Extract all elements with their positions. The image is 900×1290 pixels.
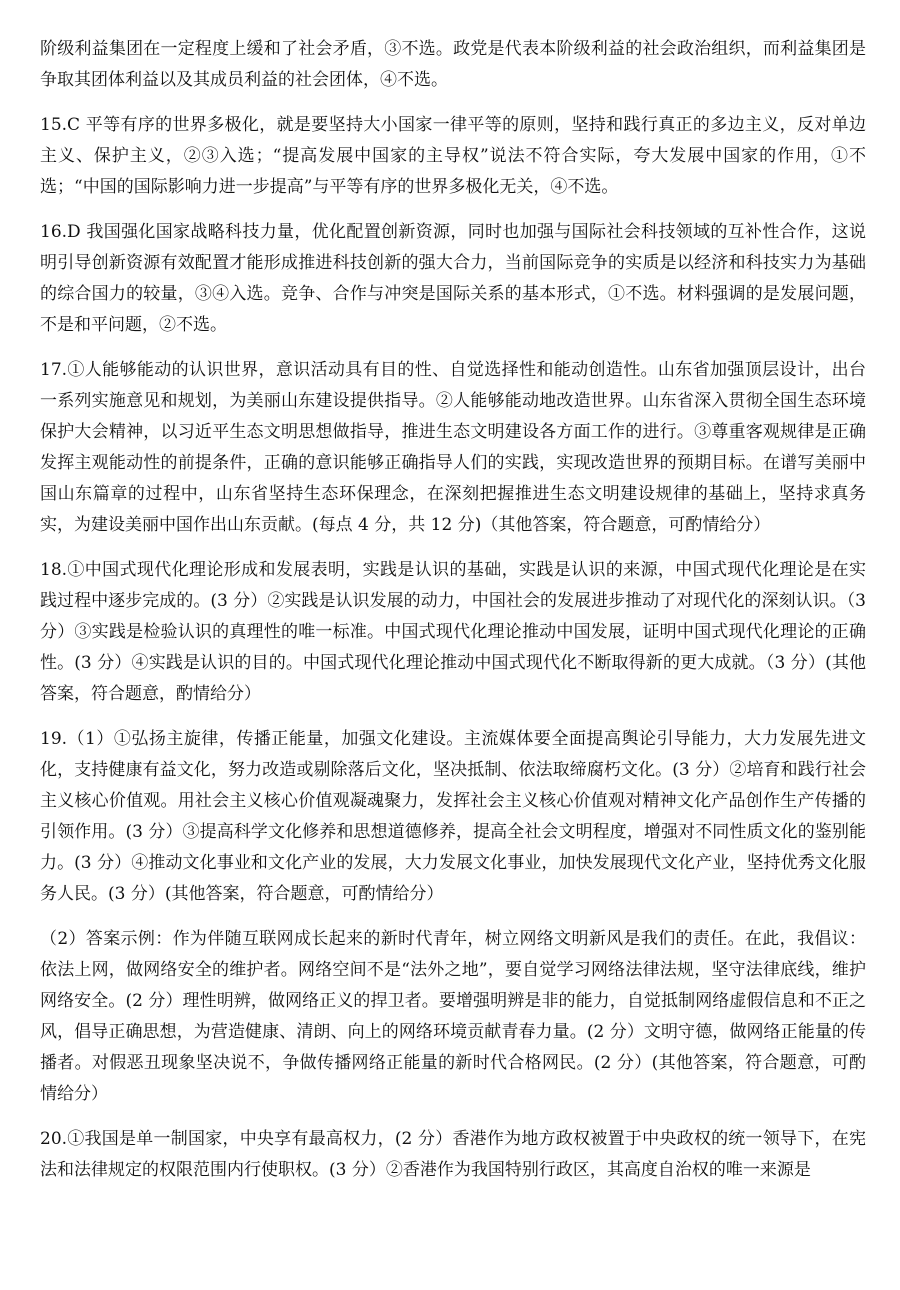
answer-paragraph-16: 16.D 我国强化国家战略科技力量，优化配置创新资源，同时也加强与国际社会科技领域的互补性合作，这说明引导创新资源有效配置才能形成推进科技创新的强大合力，当前国际竞争的实质是以经济和科技实力为基础的综合国力的较量，③④入选。竞争、合作与冲突是国际关系的基本形式，①不选。材料强调的是发展问题，不是和平问题，②不选。	[40, 222, 866, 335]
answer-paragraph-17: 17.①人能够能动的认识世界，意识活动具有目的性、自觉选择性和能动创造性。山东省加强顶层设计，出台一系列实施意见和规划，为美丽山东建设提供指导。②人能够能动地改造世界。山东省深入贯彻全国生态环境保护大会精神，以习近平生态文明思想做指导，推进生态文明建设各方面工作的进行。③尊重客观规律是正确发挥主观能动性的前提条件，正确的意识能够正确指导人们的实践，实现改造世界的预期目标。在谱写美丽中国山东篇章的过程中，山东省坚持生态环保理念，在深刻把握推进生态文明建设规律的基础上，坚持求真务实，为建设美丽中国作出山东贡献。(每点 4 分，共 12 分)（其他答案，符合题意，可酌情给分）	[40, 360, 866, 535]
answer-paragraph-18: 18.①中国式现代化理论形成和发展表明，实践是认识的基础，实践是认识的来源，中国式现代化理论是在实践过程中逐步完成的。(3 分）②实践是认识发展的动力，中国社会的发展进步推动了对现代化的深刻认识。（3 分）③实践是检验认识的真理性的唯一标准。中国式现代化理论推动中国发展，证明中国式现代化理论的正确性。(3 分）④实践是认识的目的。中国式现代化理论推动中国式现代化不断取得新的更大成就。（3 分）(其他答案，符合题意，酌情给分）	[40, 560, 866, 704]
answer-paragraph-20: 20.①我国是单一制国家，中央享有最高权力，(2 分）香港作为地方政权被置于中央政权的统一领导下，在宪法和法律规定的权限范围内行使职权。(3 分）②香港作为我国特别行政区，其高度自治权的唯一来源是	[40, 1129, 866, 1180]
answer-paragraph-15: 15.C 平等有序的世界多极化，就是要坚持大小国家一律平等的原则，坚持和践行真正的多边主义，反对单边主义、保护主义，②③入选；“提高发展中国家的主导权”说法不符合实际，夸大发展中国家的作用，①不选；“中国的国际影响力进一步提高”与平等有序的世界多极化无关，④不选。	[40, 115, 866, 197]
answer-paragraph-19-1: 19.（1）①弘扬主旋律，传播正能量，加强文化建设。主流媒体要全面提高舆论引导能力，大力发展先进文化，支持健康有益文化，努力改造或剔除落后文化，坚决抵制、依法取缔腐朽文化。(3 分）②培育和践行社会主义核心价值观。用社会主义核心价值观凝魂聚力，发挥社会主义核心价值观对精神文化产品创作生产传播的引领作用。(3 分）③提高科学文化修养和思想道德修养，提高全社会文明程度，增强对不同性质文化的鉴别能力。(3 分）④推动文化事业和文化产业的发展，大力发展文化事业，加快发展现代文化产业，坚持优秀文化服务人民。(3 分）(其他答案，符合题意，可酌情给分）	[40, 729, 866, 904]
answer-paragraph-continuation: 阶级利益集团在一定程度上缓和了社会矛盾，③不选。政党是代表本阶级利益的社会政治组织，而利益集团是争取其团体利益以及其成员利益的社会团体，④不选。	[40, 39, 866, 90]
answer-paragraph-19-2: （2）答案示例：作为伴随互联网成长起来的新时代青年，树立网络文明新风是我们的责任。在此，我倡议：依法上网，做网络安全的维护者。网络空间不是“法外之地”，要自觉学习网络法律法规，坚守法律底线，维护网络安全。(2 分）理性明辨，做网络正义的捍卫者。要增强明辨是非的能力，自觉抵制网络虚假信息和不正之风，倡导正确思想，为营造健康、清朗、向上的网络环境贡献青春力量。(2 分）文明守德，做网络正能量的传播者。对假恶丑现象坚决说不，争做传播网络正能量的新时代合格网民。(2 分）(其他答案，符合题意，可酌情给分）	[40, 929, 866, 1104]
